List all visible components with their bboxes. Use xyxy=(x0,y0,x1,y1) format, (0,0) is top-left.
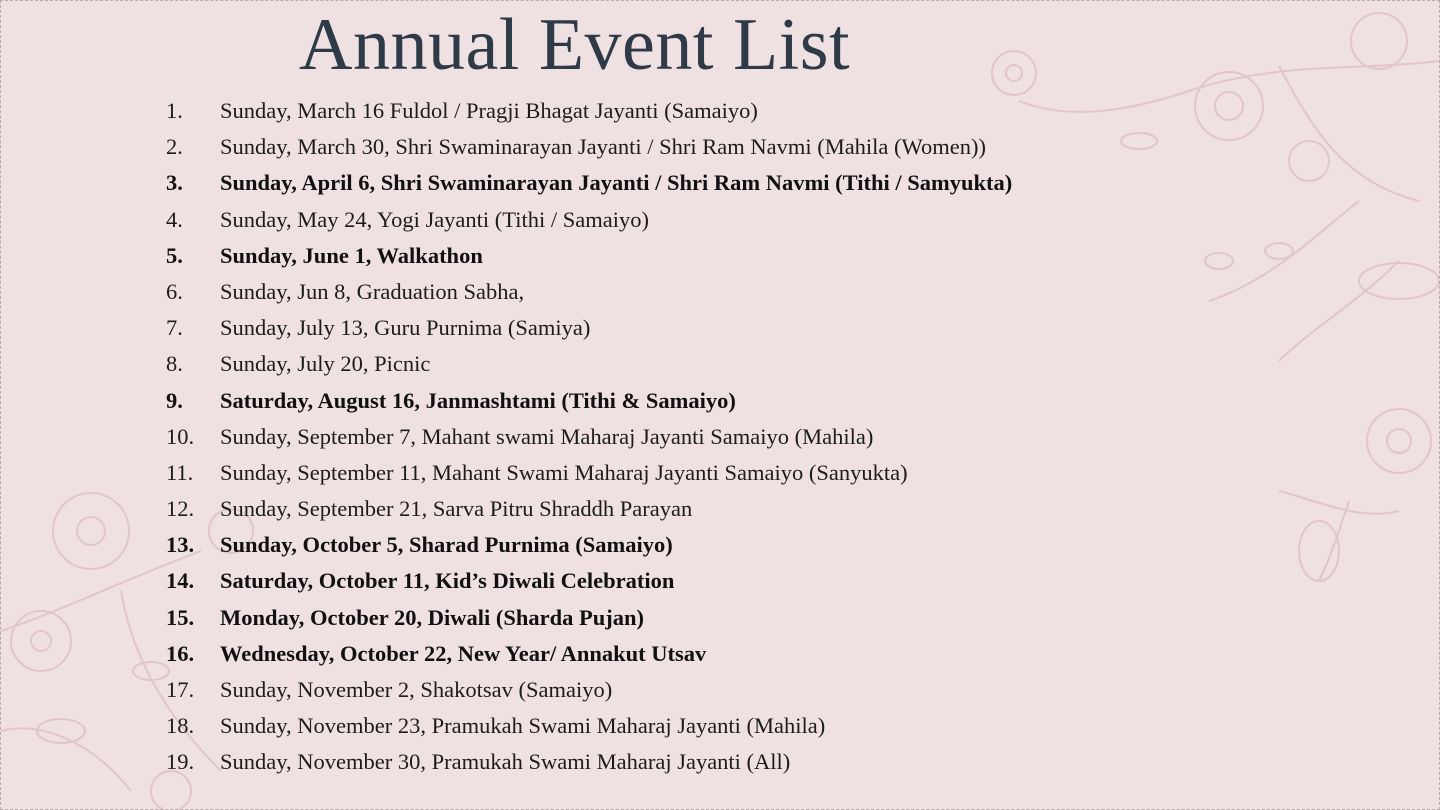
event-text: Sunday, November 2, Shakotsav (Samaiyo) xyxy=(220,677,613,702)
event-number: 8. xyxy=(166,351,183,377)
event-text: Saturday, August 16, Janmashtami (Tithi & Samaiyo) xyxy=(220,387,736,413)
event-text: Sunday, September 11, Mahant Swami Maharaj Jayanti Samaiyo (Sanyukta) xyxy=(220,459,908,485)
event-text: Sunday, July 20, Picnic xyxy=(220,351,431,377)
floral-decoration-top-right xyxy=(979,1,1439,421)
event-number: 18. xyxy=(166,713,195,739)
event-number: 9. xyxy=(166,387,183,413)
event-text: Sunday, June 1, Walkathon xyxy=(220,242,483,268)
event-item xyxy=(166,713,1012,749)
event-item xyxy=(166,279,1012,315)
event-text: Sunday, September 7, Mahant swami Maharaj Jayanti Samaiyo (Mahila) xyxy=(220,423,874,449)
event-list xyxy=(166,98,1012,786)
event-text: Sunday, July 13, Guru Purnima (Samiya) xyxy=(220,315,591,341)
event-text: Sunday, September 21, Sarva Pitru Shraddh Parayan xyxy=(220,496,693,522)
event-text: Sunday, November 23, Pramukah Swami Maharaj Jayanti (Mahila) xyxy=(220,713,826,739)
event-number: 14. xyxy=(166,568,195,594)
event-number: 1. xyxy=(166,98,183,123)
event-item xyxy=(166,568,1012,604)
event-text: Monday, October 20, Diwali (Sharda Pujan) xyxy=(220,604,644,630)
event-number: 7. xyxy=(166,315,183,341)
event-text: Wednesday, October 22, New Year/ Annakut Utsav xyxy=(220,640,707,666)
event-item xyxy=(166,243,1012,279)
event-number: 15. xyxy=(166,604,195,630)
event-item xyxy=(166,424,1012,460)
event-item xyxy=(166,496,1012,532)
event-item xyxy=(166,749,1012,785)
event-number: 4. xyxy=(166,206,183,232)
event-number: 19. xyxy=(166,749,195,775)
event-number: 16. xyxy=(166,640,195,666)
event-number: 11. xyxy=(166,459,194,485)
page-title: Annual Event List xyxy=(299,4,851,86)
event-item xyxy=(166,641,1012,677)
event-item xyxy=(166,134,1012,170)
event-text: Sunday, March 30, Shri Swaminarayan Jayanti / Shri Ram Navmi (Mahila (Women)) xyxy=(220,134,986,160)
event-text: Sunday, March 16 Fuldol / Pragji Bhagat Jayanti (Samaiyo) xyxy=(220,98,758,123)
event-number: 3. xyxy=(166,170,183,196)
event-number: 12. xyxy=(166,496,195,522)
floral-decoration-right xyxy=(1279,391,1439,591)
event-text: Sunday, April 6, Shri Swaminarayan Jayanti / Shri Ram Navmi (Tithi / Samyukta) xyxy=(220,170,1013,196)
event-number: 2. xyxy=(166,134,183,160)
event-text: Sunday, Jun 8, Graduation Sabha, xyxy=(220,278,525,304)
event-item xyxy=(166,315,1012,351)
event-number: 5. xyxy=(166,242,183,268)
event-item xyxy=(166,98,1012,134)
event-number: 10. xyxy=(166,423,195,449)
event-item xyxy=(166,351,1012,387)
event-number: 6. xyxy=(166,278,183,304)
event-number: 13. xyxy=(166,532,195,558)
event-item xyxy=(166,677,1012,713)
event-item xyxy=(166,388,1012,424)
event-text: Sunday, November 30, Pramukah Swami Maharaj Jayanti (All) xyxy=(220,749,791,775)
event-item xyxy=(166,460,1012,496)
event-item xyxy=(166,532,1012,568)
event-item xyxy=(166,605,1012,641)
event-number: 17. xyxy=(166,677,195,702)
event-text: Sunday, October 5, Sharad Purnima (Samaiyo) xyxy=(220,532,673,558)
event-text: Saturday, October 11, Kid’s Diwali Celebration xyxy=(220,568,675,594)
event-item xyxy=(166,207,1012,243)
event-item xyxy=(166,170,1012,206)
event-text: Sunday, May 24, Yogi Jayanti (Tithi / Samaiyo) xyxy=(220,206,649,232)
